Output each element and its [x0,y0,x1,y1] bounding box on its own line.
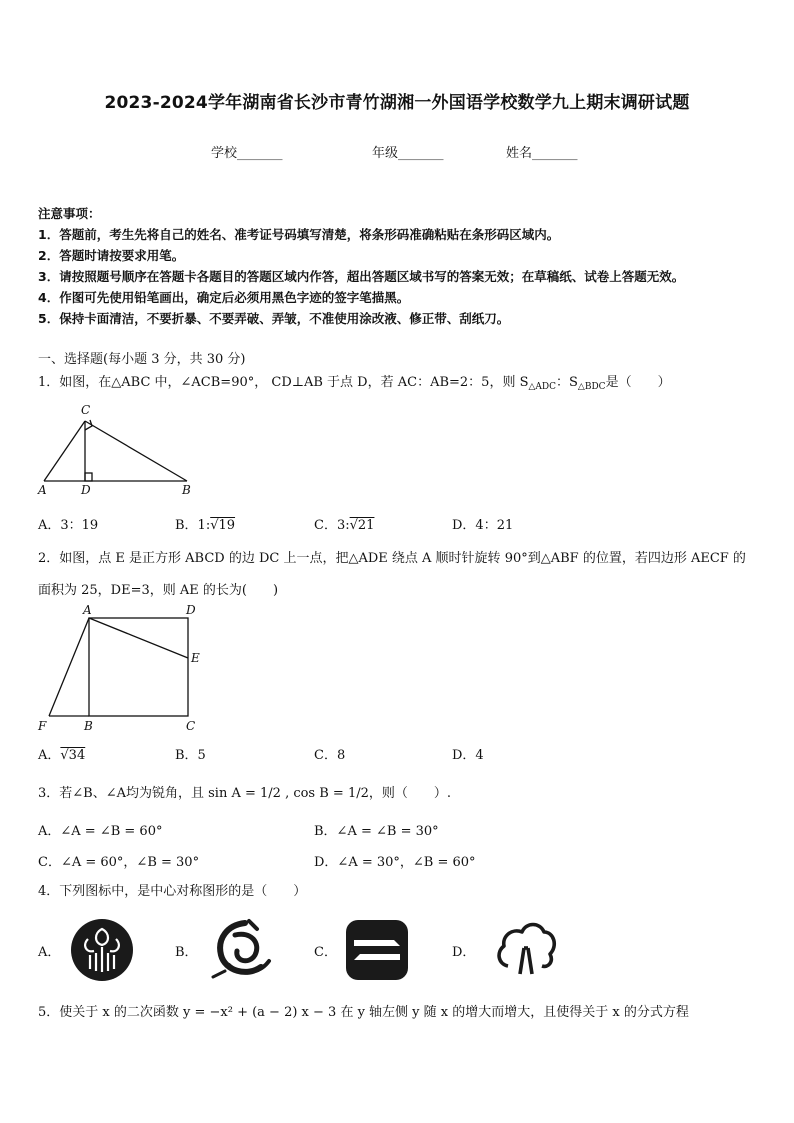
question-2-line-2: 面积为 25，DE=3，则 AE 的长为( ) [38,583,279,598]
name-field: 姓名_______ [506,146,578,161]
q4-option-b-label: B． [175,945,198,960]
label-e: E [191,651,200,665]
label-b: B [182,483,191,497]
q3-option-a: A．∠A = ∠B = 60° [38,824,163,839]
cloud-icon-d [494,918,558,980]
label-d: D [81,483,91,497]
instructions-heading: 注意事项： [38,206,101,221]
q4-option-c-label: C． [314,945,337,960]
instruction-item: 5．保持卡面清洁，不要折暴、不要弄破、弄皱，不准使用涂改液、修正带、刮纸刀。 [38,311,510,326]
triangle-abc-figure [36,400,196,500]
label-a: A [38,483,47,497]
instruction-item: 4．作图可先使用铅笔画出，确定后必须用黑色字迹的签字笔描黑。 [38,290,410,305]
q1-option-b: B．1:√19 [175,518,236,533]
exam-title: 2023-2024学年湖南省长沙市青竹湖湘一外国语学校数学九上期末调研试题 [104,93,690,113]
instruction-item: 2．答题时请按要求用笔。 [38,248,185,263]
q1-option-d: D．4：21 [452,518,514,533]
grade-field: 年级_______ [372,146,444,161]
q1-option-a: A．3：19 [38,518,99,533]
label-d: D [186,603,196,617]
q3-option-c: C．∠A = 60°，∠B = 30° [38,855,200,870]
s-shape-icon-c [344,918,410,982]
swirl-icon-b [205,915,281,983]
label-c: C [186,719,196,733]
q2-option-b: B．5 [175,748,206,763]
question-4-stem: 4．下列图标中，是中心对称图形的是（ ） [38,884,307,899]
question-1-stem: 1．如图，在△ABC 中，∠ACB=90°， CD⊥AB 于点 D，若 AC：AB=2：5，则 $S_{\triangle ADC}$：$S_{\triangle BDC}$是（ ） [38,375,671,392]
label-a: A [83,603,92,617]
instruction-item: 1．答题前，考生先将自己的姓名、准考证号码填写清楚，将条形码准确粘贴在条形码区域内。 [38,227,560,242]
question-5-stem: 5．使关于 x 的二次函数 y = −x² + (a − 2) x − 3 在 y 轴左侧 y 随 x 的增大而增大，且使得关于 x 的分式方程 [38,1005,689,1020]
instructions [38,203,778,329]
q2-option-d: D．4 [452,748,484,763]
q3-option-b: B．∠A = ∠B = 30° [314,824,439,839]
label-c: C [81,403,91,417]
section-heading: 一、选择题(每小题 3 分，共 30 分) [38,352,246,367]
q1-option-c: C．3:√21 [314,518,375,533]
question-2-line-1: 2．如图，点 E 是正方形 ABCD 的边 DC 上一点，把△ADE 绕点 A 顺时针旋转 90°到△ABF 的位置，若四边形 AECF 的 [38,551,746,566]
school-field: 学校_______ [211,146,283,161]
square-abcd-figure [34,602,209,734]
instruction-item: 3．请按照题号顺序在答题卡各题目的答题区域内作答，超出答题区域书写的答案无效；在草稿纸、试卷上答题无效。 [38,269,685,284]
q3-option-d: D．∠A = 30°，∠B = 60° [314,855,476,870]
q4-option-d-label: D． [452,945,476,960]
question-3-stem: 3．若∠B、∠A均为锐角，且 sin A = 1/2 , cos B = 1/2，则（ ）. [38,786,452,801]
q4-option-a-label: A． [38,945,61,960]
emblem-icon-a [68,917,138,983]
q2-option-c: C．8 [314,748,346,763]
label-f: F [38,719,47,733]
q2-option-a: A．√34 [38,748,86,763]
label-b: B [84,719,93,733]
